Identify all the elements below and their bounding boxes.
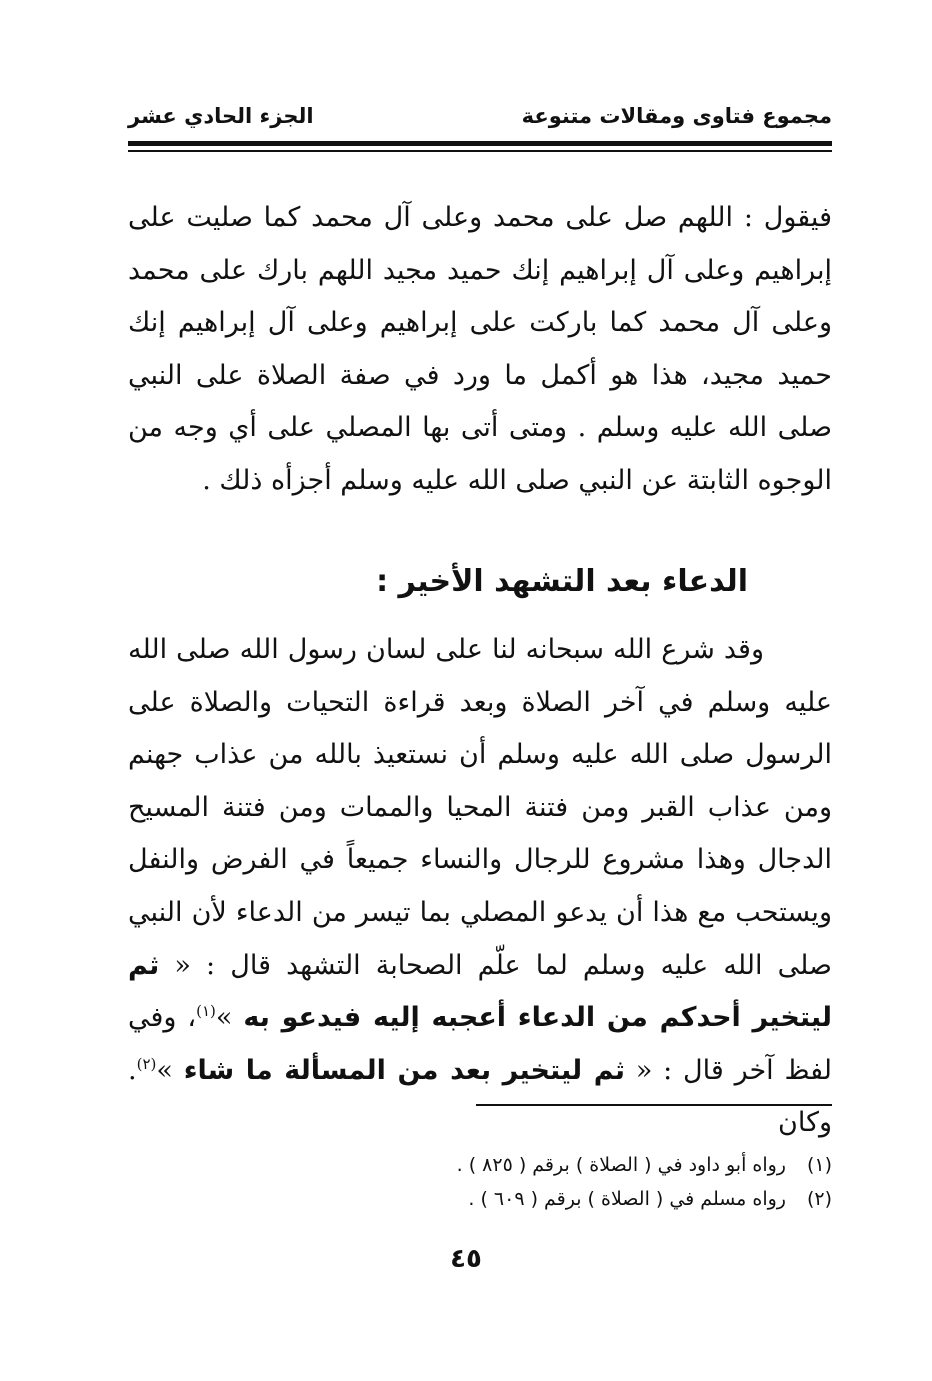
header-rule-thick [128, 141, 832, 146]
body-paragraph-1 [128, 192, 832, 507]
footnote-text: رواه أبو داود في ( الصلاة ) برقم ( ٨٢٥ ) . [456, 1154, 786, 1176]
paragraph-text: فيقول : اللهم صل على محمد وعلى آل محمد كما صليت على إبراهيم وعلى آل إبراهيم إنك حميد مجيد اللهم بارك على محمد وعلى آل محمد كما باركت على إبراهيم وعلى آل إبراهيم إنك حميد مجيد، هذا هو أكمل ما ورد في صفة الصلاة على النبي صلى الله عليه وسلم . ومتى أتى بها المصلي على أي وجه من الوجوه الثابتة عن النبي صلى الله عليه وسلم أجزأه ذلك . [128, 202, 832, 496]
paragraph-text: . وكان [128, 1054, 832, 1139]
footnote-text: رواه مسلم في ( الصلاة ) برقم ( ٦٠٩ ) . [468, 1188, 786, 1210]
footnote-separator [476, 1104, 832, 1106]
footnote-ref: (٢) [136, 1054, 157, 1073]
footnotes [128, 1148, 832, 1216]
paragraph-text: وقد شرع الله سبحانه لنا على لسان رسول الله صلى الله عليه وسلم في آخر الصلاة وبعد قراءة التحيات والصلاة على الرسول صلى الله عليه وسلم أن نستعيذ بالله من عذاب جهنم ومن عذاب القبر ومن فتنة المحيا والممات ومن فتنة المسيح الدجال وهذا مشروع للرجال والنساء جميعاً في الفرض والنفل ويستحب مع هذا أن يدعو المصلي بما تيسر من الدعاء لأن النبي صلى الله عليه وسلم لما علّم الصحابة التشهد قال : « [128, 634, 832, 981]
hadith-quote: ثم ليتخير أحدكم من الدعاء أعجبه إليه فيدعو به [128, 949, 833, 1034]
quote-close-mark: » [215, 1002, 233, 1034]
paragraph-text: ، وفي لفظ آخر قال : « [128, 1002, 832, 1086]
page-number: ٤٥ [450, 1244, 482, 1274]
book-title: مجموع فتاوى ومقالات متنوعة [521, 104, 832, 128]
footnote-number: (٢) [806, 1188, 832, 1210]
footnote-item [128, 1148, 832, 1182]
volume-label: الجزء الحادي عشر [128, 104, 314, 128]
section-heading: الدعاء بعد التشهد الأخير : [376, 564, 748, 599]
hadith-quote: ثم ليتخير بعد من المسألة ما شاء [183, 1054, 626, 1086]
quote-close-mark: » [156, 1054, 173, 1086]
running-header [128, 104, 832, 140]
footnote-ref: (١) [196, 1002, 216, 1021]
header-rule-thin [128, 150, 832, 152]
body-paragraph-2 [128, 624, 832, 1150]
footnote-number: (١) [806, 1154, 832, 1176]
footnote-item [128, 1182, 832, 1216]
